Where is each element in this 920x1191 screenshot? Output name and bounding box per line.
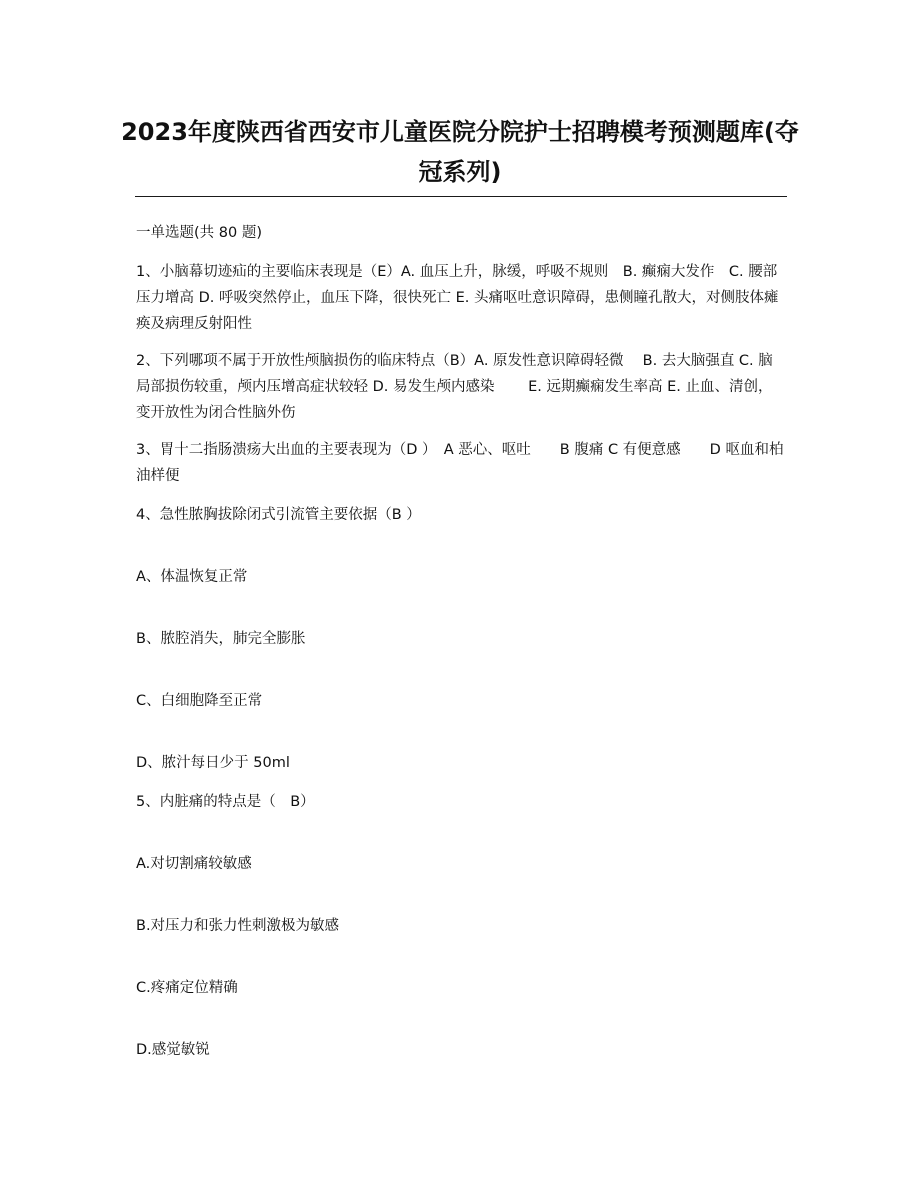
question-2: 2、下列哪项不属于开放性颅脑损伤的临床特点（B）A. 原发性意识障碍轻微 B. 去大脑强直 C. 脑局部损伤较重，颅内压增高症状较轻 D. 易发生颅内感染 E. 远期癫痫发生率高 E. 止血、清创，变开放性为闭合性脑外伤 xyxy=(136,353,773,421)
question-5-option-c: C.疼痛定位精确 xyxy=(136,980,238,996)
question-5-option-d: D.感觉敏锐 xyxy=(136,1042,210,1058)
question-4-option-d: D、脓汁每日少于 50ml xyxy=(136,755,290,771)
document-title: 2023年度陕西省西安市儿童医院分院护士招聘模考预测题库(夺冠系列) xyxy=(121,118,799,186)
section-heading: 一单选题(共 80 题) xyxy=(136,225,262,241)
question-4-option-b: B、脓腔消失，肺完全膨胀 xyxy=(136,631,306,647)
question-4: 4、急性脓胸拔除闭式引流管主要依据（B ） xyxy=(136,507,421,523)
question-5: 5、内脏痛的特点是（ B） xyxy=(136,794,315,810)
question-5-option-a: A.对切割痛较敏感 xyxy=(136,856,252,872)
question-3: 3、胃十二指肠溃疡大出血的主要表现为（D ） A 恶心、呕吐 B 腹痛 C 有便意感 D 呕血和柏油样便 xyxy=(136,442,784,484)
question-4-option-c: C、白细胞降至正常 xyxy=(136,693,263,709)
question-5-option-b: B.对压力和张力性刺激极为敏感 xyxy=(136,918,340,934)
question-4-option-a: A、体温恢复正常 xyxy=(136,569,248,585)
question-1: 1、小脑幕切迹疝的主要临床表现是（E）A. 血压上升，脉缓，呼吸不规则 B. 癫痫大发作 C. 腰部压力增高 D. 呼吸突然停止，血压下降，很快死亡 E. 头痛呕吐意识障碍，患侧瞳孔散大，对侧肢体瘫痪及病理反射阳性 xyxy=(136,264,779,332)
title-divider xyxy=(135,196,787,197)
